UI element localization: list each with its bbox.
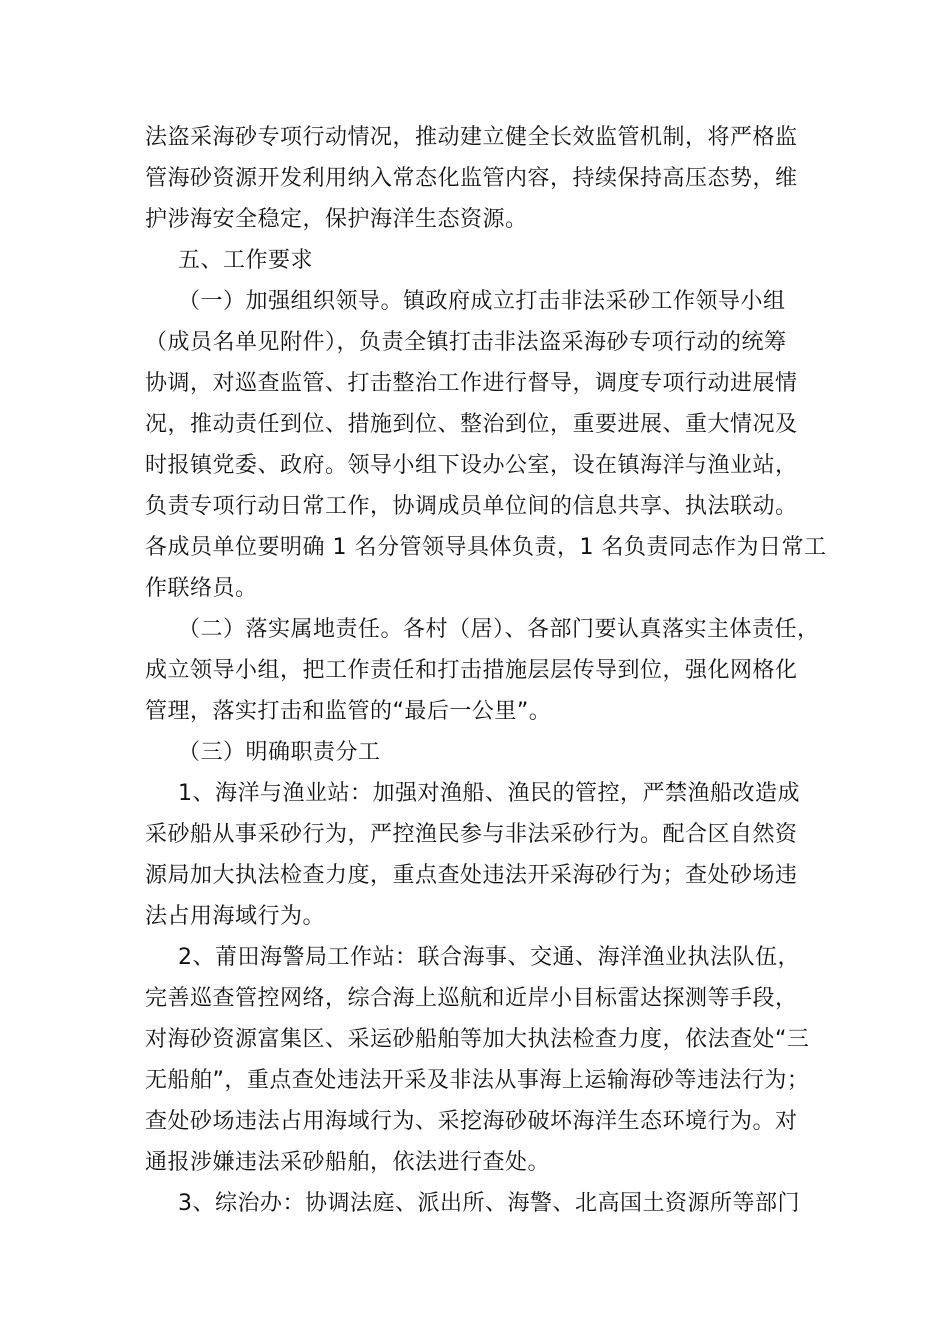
text-line: 1、海洋与渔业站：加强对渔船、渔民的管控，严禁渔船改造成	[178, 781, 800, 806]
text-line: 况，推动责任到位、措施到位、整治到位，重要进展、重大情况及	[145, 412, 798, 437]
subsection-heading: （三）明确职责分工	[178, 740, 381, 765]
text-line: 3、综治办：协调法庭、派出所、海警、北高国土资源所等部门	[178, 1191, 800, 1216]
section-heading: 五、工作要求	[178, 248, 314, 273]
text-line: 无船舶”，重点查处违法开采及非法从事海上运输海砂等违法行为；	[145, 1068, 810, 1093]
text-line: 各成员单位要明确 1 名分管领导具体负责，1 名负责同志作为日常工	[145, 535, 827, 560]
text-line: 对海砂资源富集区、采运砂船舶等加大执法检查力度，依法查处“三	[145, 1027, 810, 1052]
text-line: 法盗采海砂专项行动情况，推动建立健全长效监管机制，将严格监	[145, 125, 798, 150]
text-line: 2、莆田海警局工作站：联合海事、交通、海洋渔业执法队伍，	[178, 945, 800, 970]
text-line: 护涉海安全稳定，保护海洋生态资源。	[145, 207, 528, 232]
text-line: 作联络员。	[145, 576, 258, 601]
text-line: 通报涉嫌违法采砂船舶，依法进行查处。	[145, 1150, 551, 1175]
text-line: 成立领导小组，把工作责任和打击措施层层传导到位，强化网格化	[145, 658, 798, 683]
text-line: 完善巡查管控网络，综合海上巡航和近岸小目标雷达探测等手段，	[145, 986, 798, 1011]
text-line: （成员名单见附件），负责全镇打击非法盗采海砂专项行动的统筹	[145, 330, 787, 355]
text-line: 查处砂场违法占用海域行为、采挖海砂破坏海洋生态环境行为。对	[145, 1109, 798, 1134]
text-line: 管海砂资源开发利用纳入常态化监管内容，持续保持高压态势，维	[145, 166, 798, 191]
text-line: 协调，对巡查监管、打击整治工作进行督导，调度专项行动进展情	[145, 371, 798, 396]
text-line: 管理，落实打击和监管的“最后一公里”。	[145, 699, 552, 724]
text-line: 法占用海域行为。	[145, 904, 326, 929]
text-line: 源局加大执法检查力度，重点查处违法开采海砂行为；查处砂场违	[145, 863, 798, 888]
text-line: 采砂船从事采砂行为，严控渔民参与非法采砂行为。配合区自然资	[145, 822, 798, 847]
text-line: （二）落实属地责任。各村（居）、各部门要认真落实主体责任，	[178, 617, 820, 642]
text-line: （一）加强组织领导。镇政府成立打击非法采砂工作领导小组	[178, 289, 786, 314]
text-line: 负责专项行动日常工作，协调成员单位间的信息共享、执法联动。	[145, 494, 798, 519]
text-line: 时报镇党委、政府。领导小组下设办公室，设在镇海洋与渔业站，	[145, 453, 798, 478]
